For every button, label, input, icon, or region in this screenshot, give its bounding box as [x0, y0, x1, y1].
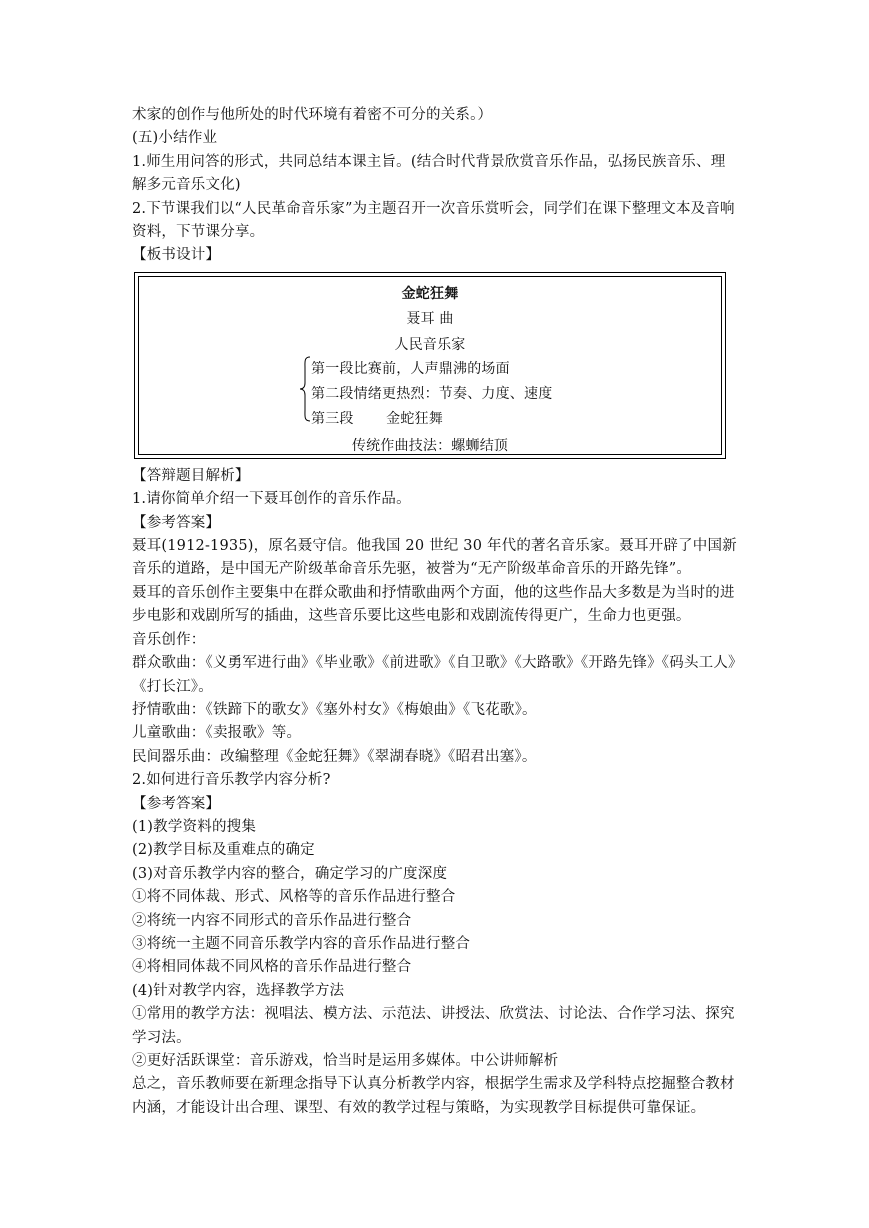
list-item: (1)教学资料的搜集	[132, 818, 257, 835]
paragraph: 聂耳(1912-1935)，原名聂守信。他我国 20 世纪 30 年代的著名音乐家。聂耳开辟了中国新音乐的道路，是中国无产阶级革命音乐先驱，被誉为“无产阶级革命音乐的开路先锋”。	[132, 538, 737, 578]
paragraph: 民间器乐曲：改编整理《金蛇狂舞》《翠湖春晓》《昭君出塞》。	[132, 748, 537, 765]
question: 1.请你简单介绍一下聂耳创作的音乐作品。	[132, 491, 411, 508]
question: 2.如何进行音乐教学内容分析?	[132, 772, 331, 789]
curly-brace-icon	[299, 356, 311, 422]
list-item: (2)教学目标及重难点的确定	[132, 842, 315, 859]
board-item: 第一段比赛前，人声鼎沸的场面	[311, 360, 510, 377]
paragraph: 1.师生用问答的形式，共同总结本课主旨。(结合时代背景欣赏音乐作品，弘扬民族音乐、理解多元音乐文化)	[132, 153, 726, 194]
list-item: ④将相同体裁不同风格的音乐作品进行整合	[132, 959, 412, 976]
board-footer: 传统作曲技法：螺蛳结顶	[351, 437, 509, 454]
paragraph: 2.下节课我们以“人民革命音乐家”为主题召开一次音乐赏听会，同学们在课下整理文本及音响资料，下节课分享。	[132, 200, 735, 241]
list-item: ②将统一内容不同形式的音乐作品进行整合	[132, 912, 412, 929]
paragraph: 儿童歌曲：《卖报歌》等。	[132, 725, 302, 742]
paragraph: 群众歌曲：《义勇军进行曲》《毕业歌》《前进歌》《自卫歌》《大路歌》《开路先锋》《码头工人》《打长江》。	[132, 655, 736, 695]
list-item: ①常用的教学方法：视唱法、模方法、示范法、讲授法、欣赏法、讨论法、合作学习法、探究学习法。	[132, 1006, 735, 1046]
section-heading: 【答辩题目解析】	[132, 467, 250, 484]
section-heading: (五)小结作业	[132, 130, 218, 147]
paragraph: 聂耳的音乐创作主要集中在群众歌曲和抒情歌曲两个方面，他的这些作品大多数是为当时的进步电影和戏剧所写的插曲，这些音乐要比这些电影和戏剧流传得更广，生命力也更强。	[132, 584, 735, 625]
board-item: 第二段情绪更热烈：节奏、力度、速度	[311, 385, 553, 402]
paragraph: 音乐创作：	[132, 631, 206, 648]
paragraph: 总之，音乐教师要在新理念指导下认真分析教学内容，根据学生需求及学科特点挖掘整合教材内涵，才能设计出合理、课型、有效的教学过程与策略，为实现教学目标提供可靠保证。	[132, 1076, 735, 1116]
board-subtitle: 人民音乐家	[394, 336, 466, 353]
board-item: 第三段 金蛇狂舞	[311, 410, 443, 427]
list-item: ③将统一主题不同音乐教学内容的音乐作品进行整合	[132, 935, 471, 952]
board-inner-frame	[138, 276, 722, 455]
board-title: 金蛇狂舞	[401, 285, 459, 302]
board-author: 聂耳 曲	[406, 310, 454, 327]
section-heading: 【板书设计】	[132, 247, 221, 264]
list-item: ①将不同体裁、形式、风格等的音乐作品进行整合	[132, 889, 456, 906]
list-item: ②更好活跃课堂：音乐游戏，恰当时是运用多媒体。中公讲师解析	[132, 1053, 559, 1069]
board-design-box	[134, 272, 726, 459]
paragraph: 术家的创作与他所处的时代环境有着密不可分的关系。）	[132, 107, 493, 123]
answer-heading: 【参考答案】	[132, 795, 221, 812]
list-item: (4)针对教学内容，选择教学方法	[132, 982, 345, 999]
document-page	[132, 104, 740, 1120]
list-item: (3)对音乐教学内容的整合，确定学习的广度深度	[132, 865, 448, 882]
answer-heading: 【参考答案】	[132, 514, 221, 531]
board-items	[311, 357, 552, 432]
paragraph: 抒情歌曲：《铁蹄下的歌女》《塞外村女》《梅娘曲》《飞花歌》。	[132, 701, 537, 718]
